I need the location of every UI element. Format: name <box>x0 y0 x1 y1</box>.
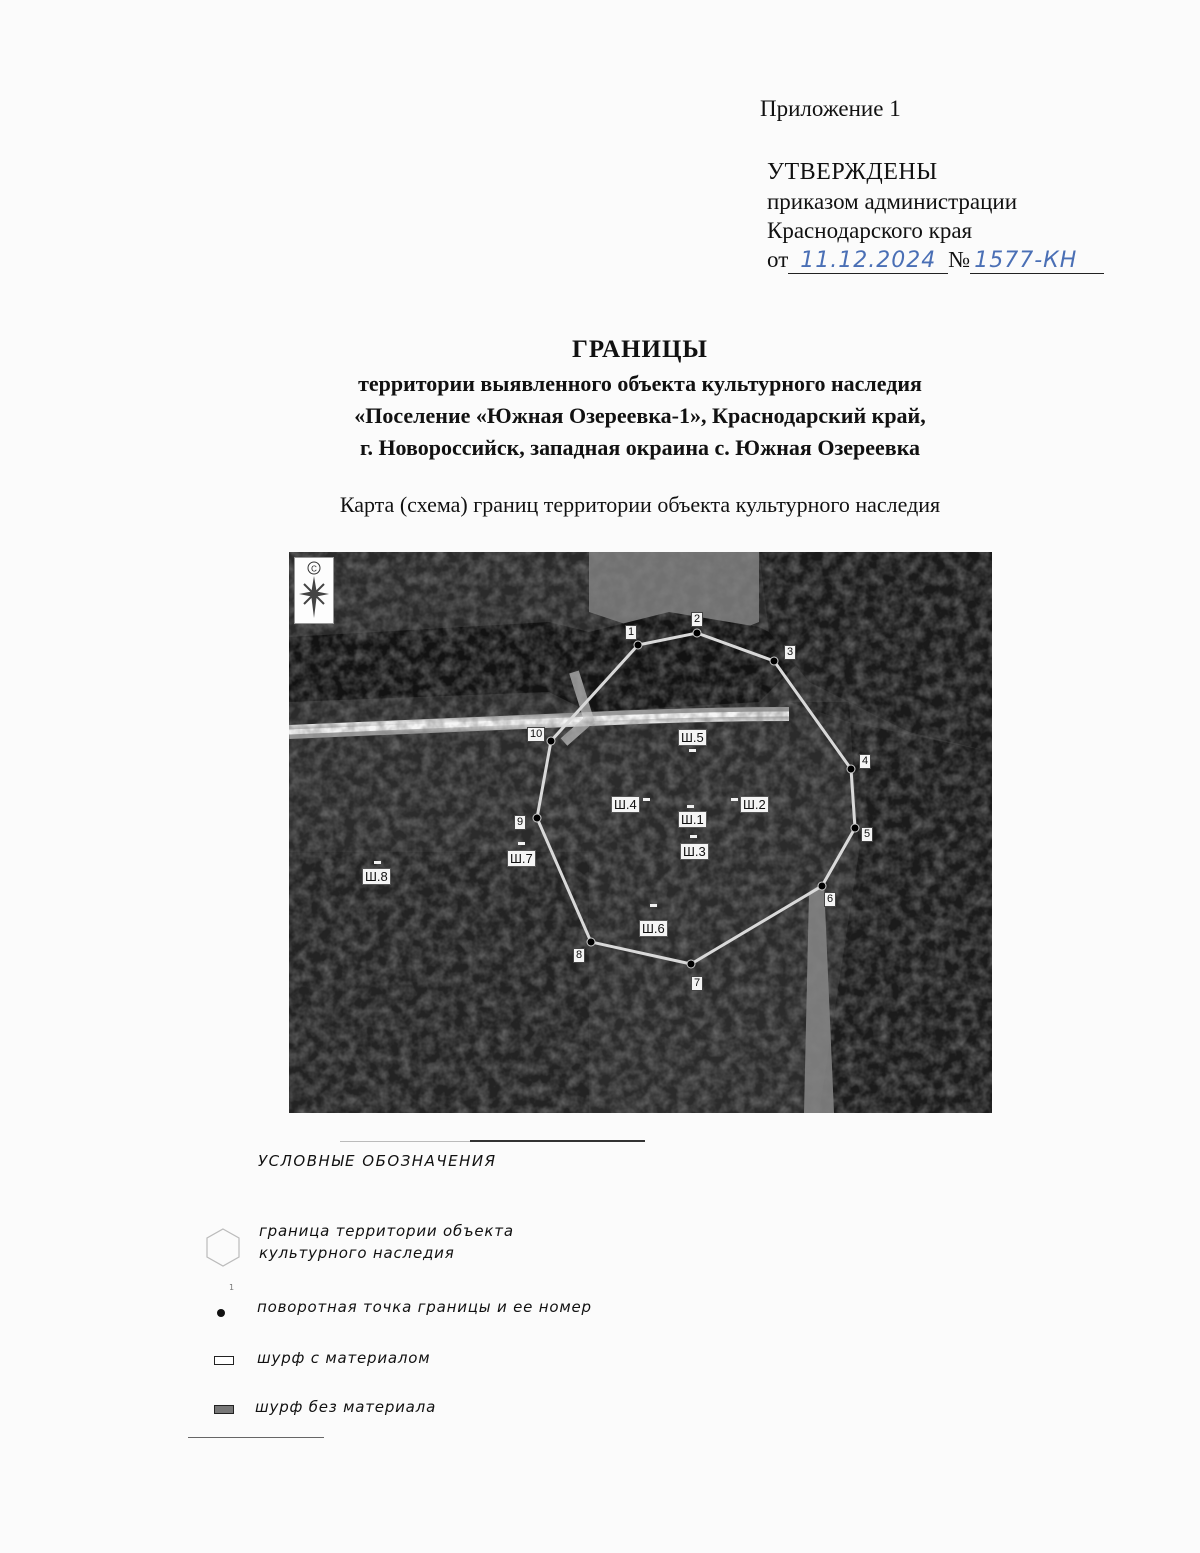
legend-boundary-line-2: культурного наследия <box>259 1244 455 1262</box>
point-label-4: 4 <box>859 754 871 769</box>
turn-point-8 <box>587 938 595 946</box>
test-pit-8-marker <box>374 861 381 864</box>
legend-bottom-separator <box>188 1437 324 1438</box>
test-pit-2-marker <box>731 798 738 801</box>
map-subtitle: Карта (схема) границ территории объекта культурного наследия <box>339 492 941 517</box>
compass-letter: С <box>311 564 317 574</box>
test-pit-7-marker <box>518 842 525 845</box>
from-label: от <box>767 247 789 272</box>
test-pit-4-label: Ш.4 <box>611 796 640 813</box>
test-pit-1-marker <box>687 805 694 808</box>
approval-block <box>767 158 1104 274</box>
document-title <box>150 336 1130 464</box>
point-label-6: 6 <box>824 892 836 907</box>
boundary-hexagon-icon <box>204 1227 242 1269</box>
point-label-5: 5 <box>861 827 873 842</box>
point-label-8: 8 <box>573 948 585 963</box>
title-line-3: г. Новороссийск, западная окраина с. Южная Озереевка <box>359 435 921 460</box>
approval-line-1: приказом администрации <box>767 189 1018 214</box>
north-arrow-icon <box>294 557 334 624</box>
turn-point-3 <box>770 657 778 665</box>
map-graphics <box>289 552 992 1113</box>
turn-point-5 <box>851 824 859 832</box>
test-pit-6-marker <box>650 904 657 907</box>
point-label-3: 3 <box>784 645 796 660</box>
test-pit-2-label: Ш.2 <box>740 796 769 813</box>
test-pit-1-label: Ш.1 <box>678 811 707 828</box>
legend-separator-faint <box>340 1141 470 1142</box>
aerial-map <box>289 552 992 1113</box>
appendix-label: Приложение 1 <box>760 96 901 121</box>
legend-boundary-text <box>259 1220 514 1264</box>
test-pit-3-label: Ш.3 <box>680 843 709 860</box>
turn-point-7 <box>687 960 695 968</box>
pit-with-material-icon <box>214 1356 234 1365</box>
turn-point-10 <box>547 737 555 745</box>
test-pit-4-marker <box>643 798 650 801</box>
legend-pit-with-material: шурф с материалом <box>257 1349 431 1367</box>
number-label: № <box>948 247 971 272</box>
point-label-10: 10 <box>527 727 545 742</box>
legend-separator <box>470 1140 645 1142</box>
legend-boundary-line-1: граница территории объекта <box>259 1222 514 1240</box>
point-label-7: 7 <box>691 976 703 991</box>
turn-point-1 <box>634 641 642 649</box>
turn-point-dot-icon <box>217 1309 225 1317</box>
test-pit-5-marker <box>689 749 696 752</box>
title-main: ГРАНИЦЫ <box>572 336 708 363</box>
point-label-9: 9 <box>514 815 526 830</box>
approval-date-number-row <box>767 245 1104 274</box>
order-date: 11.12.2024 <box>788 249 948 274</box>
test-pit-6-label: Ш.6 <box>639 920 668 937</box>
turn-point-2 <box>693 629 701 637</box>
turn-point-9 <box>533 814 541 822</box>
pit-without-material-icon <box>214 1405 234 1414</box>
legend-turn-point-number: 1 <box>229 1283 235 1292</box>
point-label-1: 1 <box>625 625 637 640</box>
title-line-2: «Поселение «Южная Озереевка-1», Краснодарский край, <box>354 403 926 428</box>
turn-point-6 <box>818 882 826 890</box>
legend-pit-without-material: шурф без материала <box>255 1398 437 1416</box>
test-pit-8-label: Ш.8 <box>362 868 391 885</box>
order-number: 1577-КН <box>970 249 1104 274</box>
test-pit-5-label: Ш.5 <box>678 729 707 746</box>
legend-title: УСЛОВНЫЕ ОБОЗНАЧЕНИЯ <box>258 1152 497 1170</box>
approval-line-2: Краснодарского края <box>767 218 973 243</box>
point-label-2: 2 <box>691 612 703 627</box>
test-pit-7-label: Ш.7 <box>507 850 536 867</box>
legend-turn-point: поворотная точка границы и ее номер <box>257 1298 592 1316</box>
approved-heading: УТВЕРЖДЕНЫ <box>767 159 938 185</box>
turn-point-4 <box>847 765 855 773</box>
test-pit-3-marker <box>690 835 697 838</box>
title-line-1: территории выявленного объекта культурного наследия <box>358 371 922 396</box>
